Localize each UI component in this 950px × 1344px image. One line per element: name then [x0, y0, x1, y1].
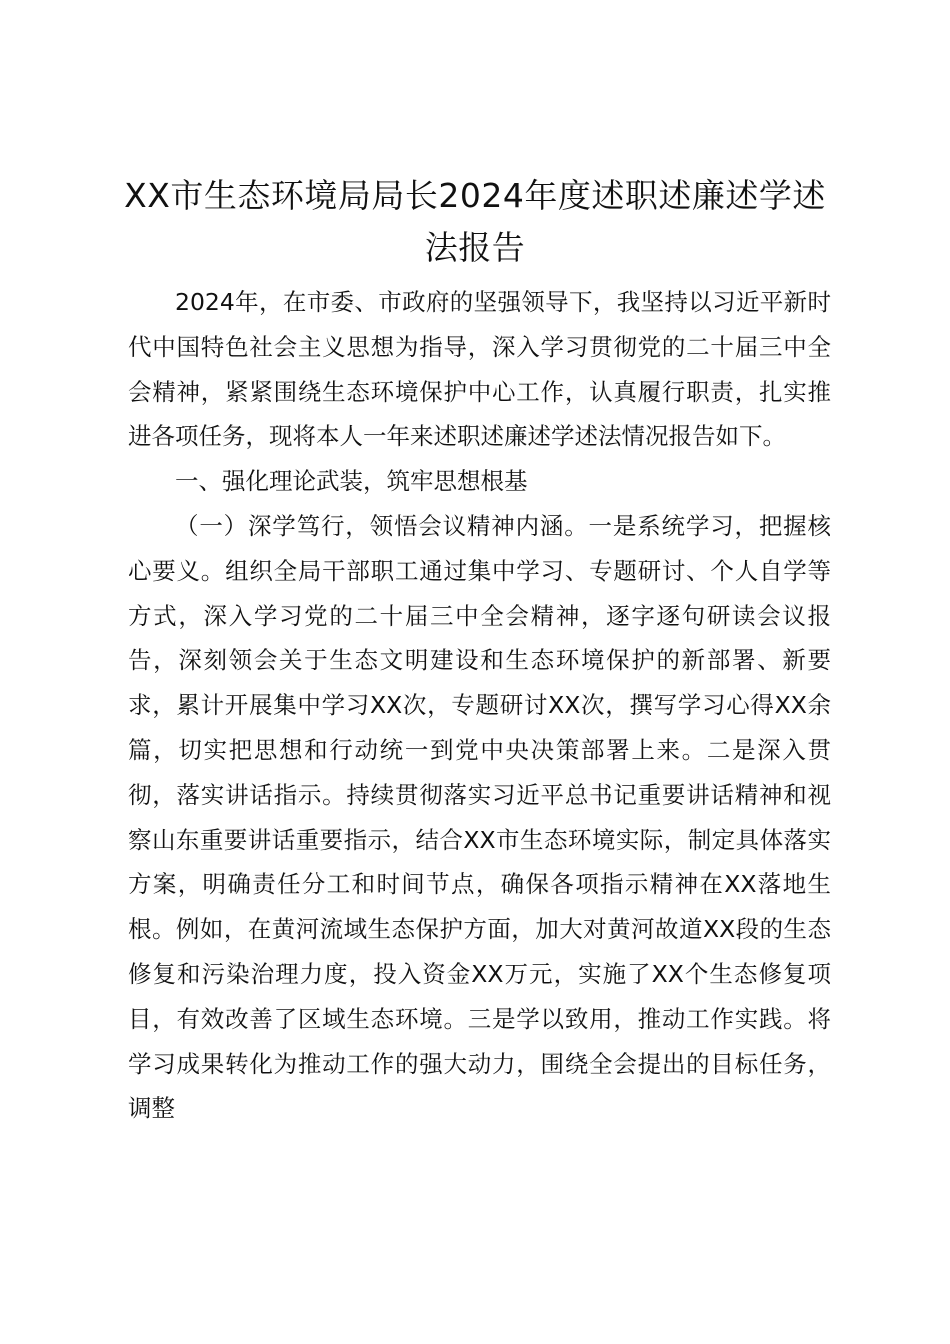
intro-paragraph: 2024年，在市委、市政府的坚强领导下，我坚持以习近平新时代中国特色社会主义思想为指导，深入学习贯彻党的二十届三中全会精神，紧紧围绕生态环境保护中心工作，认真履行职责，扎实推进各项任务，现将本人一年来述职述廉述学述法情况报告如下。: [128, 288, 831, 451]
document-title: XX市生态环境局局长2024年度述职述廉述学述法报告: [124, 176, 826, 267]
subsection-paragraph: （一）深学笃行，领悟会议精神内涵。一是系统学习，把握核心要义。组织全局干部职工通过集中学习、专题研讨、个人自学等方式，深入学习党的二十届三中全会精神，逐字逐句研读会议报告，深刻领会关于生态文明建设和生态环境保护的新部署、新要求，累计开展集中学习XX次，专题研讨XX次，撰写学习心得XX余篇，切实把思想和行动统一到党中央决策部署上来。二是深入贯彻，落实讲话指示。持续贯彻落实习近平总书记重要讲话精神和视察山东重要讲话重要指示，结合XX市生态环境实际，制定具体落实方案，明确责任分工和时间节点，确保各项指示精神在XX落地生根。例如，在黄河流域生态保护方面，加大对黄河故道XX段的生态修复和污染治理力度，投入资金XX万元，实施了XX个生态修复项目，有效改善了区域生态环境。三是学以致用，推动工作实践。将学习成果转化为推动工作的强大动力，围绕全会提出的目标任务，调整: [128, 511, 831, 1123]
section-heading: 一、强化理论武装，筑牢思想根基: [175, 467, 528, 496]
document-body: [128, 280, 831, 1131]
